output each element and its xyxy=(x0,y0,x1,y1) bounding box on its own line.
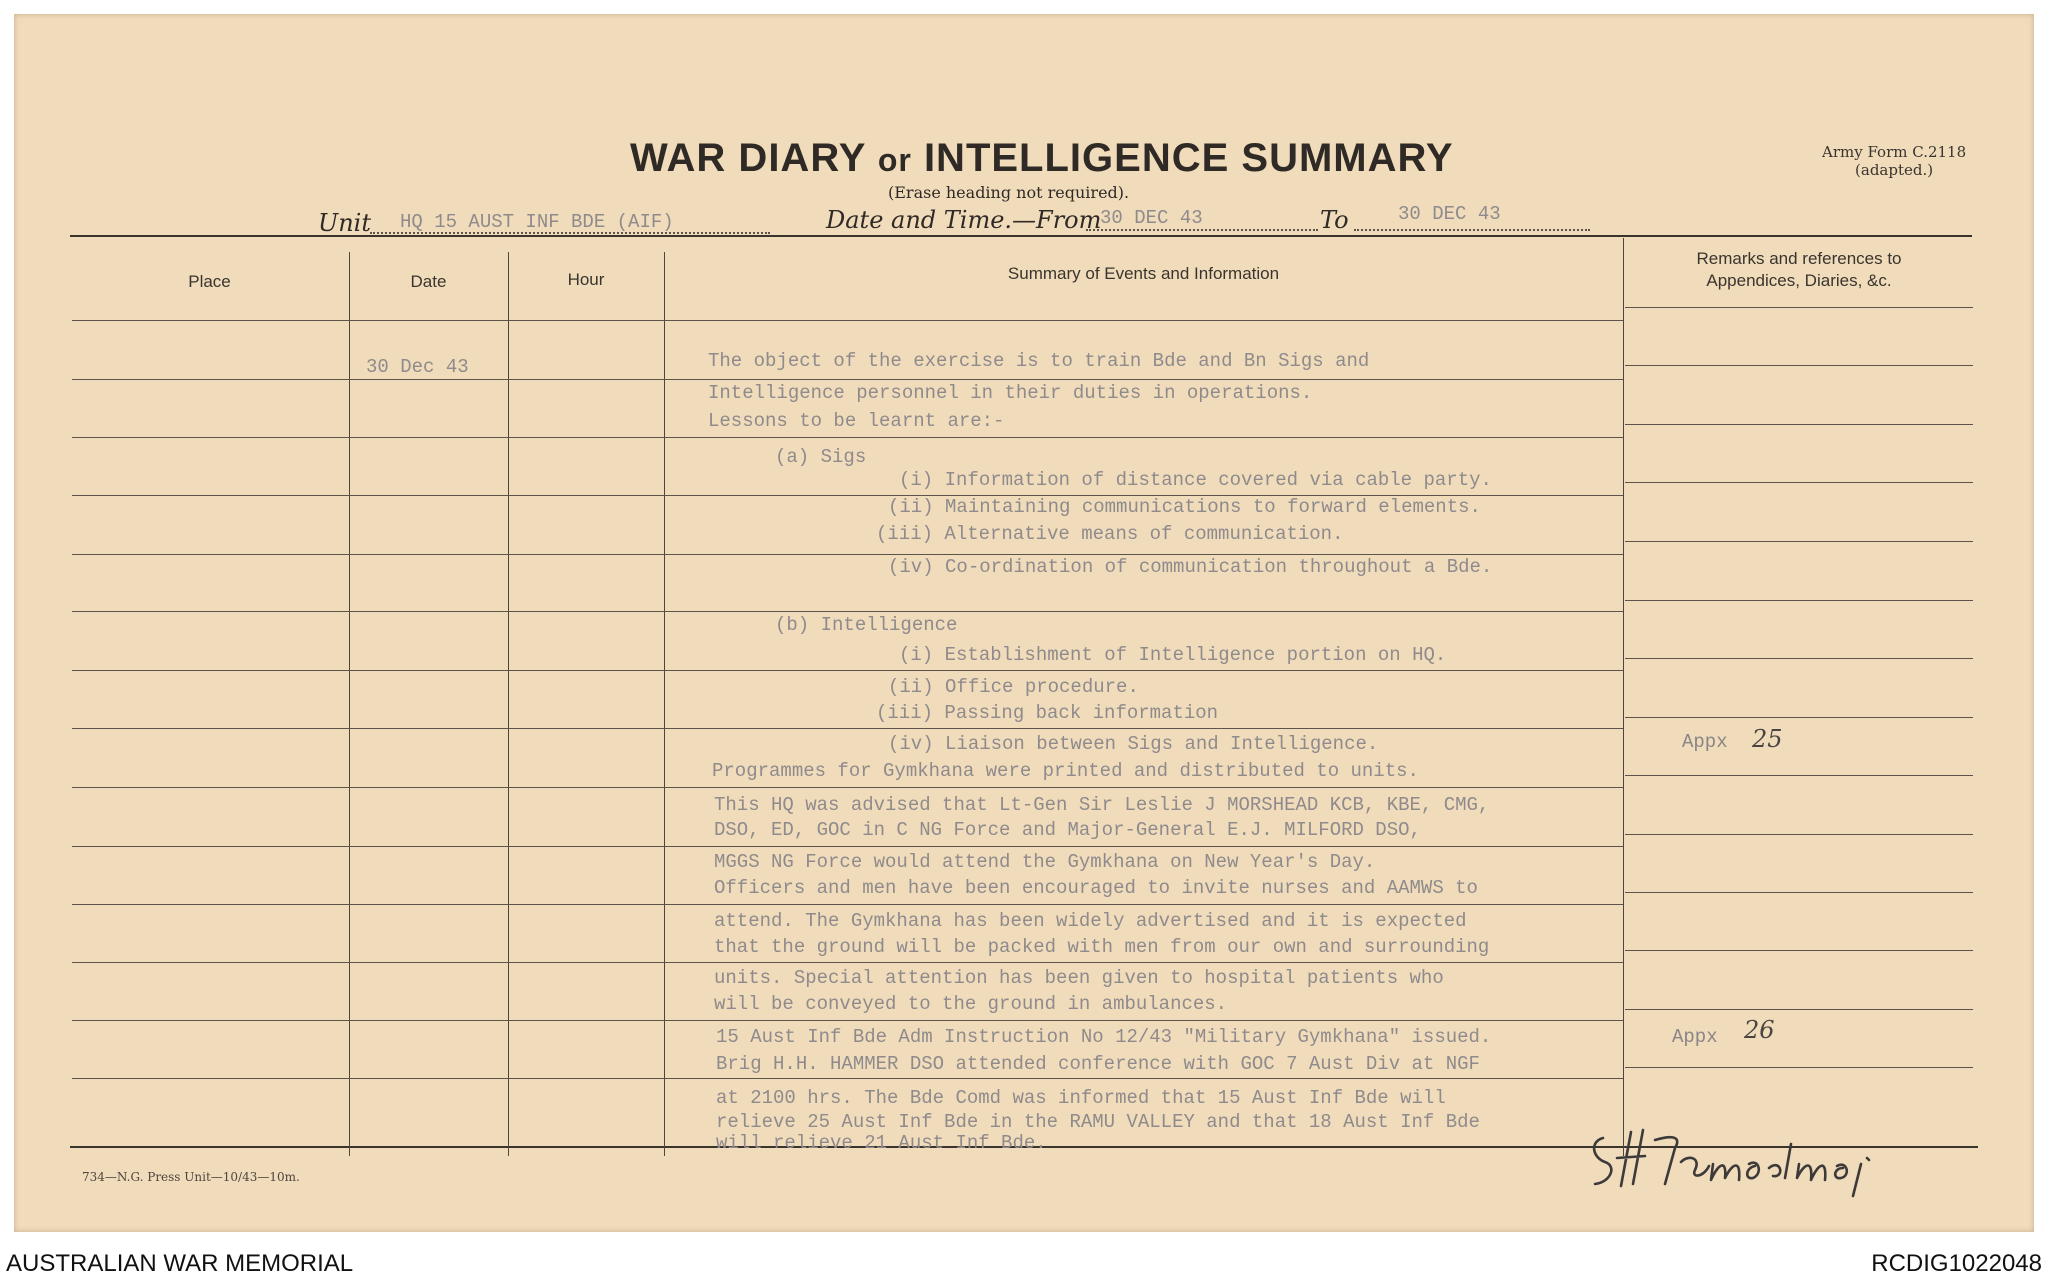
summary-line: This HQ was advised that Lt-Gen Sir Leslie J MORSHEAD KCB, KBE, CMG, xyxy=(714,794,1490,816)
army-form-number: Army Form C.2118 xyxy=(1822,143,1967,161)
summary-line: Intelligence personnel in their duties in operations. xyxy=(708,382,1313,404)
from-value: 30 DEC 43 xyxy=(1100,207,1203,229)
remarks-head-line1: Remarks and references to xyxy=(1696,249,1902,268)
form-title xyxy=(630,136,1454,181)
summary-line: (i) Information of distance covered via cable party. xyxy=(899,469,1492,491)
summary-line: MGGS NG Force would attend the Gymkhana on New Year's Day. xyxy=(714,851,1376,873)
title-intelligence-summary: INTELLIGENCE SUMMARY xyxy=(923,136,1454,180)
remarks-row-rule xyxy=(1625,600,1973,601)
erase-heading-note: (Erase heading not required). xyxy=(888,183,1130,202)
to-value: 30 DEC 43 xyxy=(1398,203,1501,225)
remarks-row-rule xyxy=(1625,717,1973,718)
remarks-row-rule xyxy=(1625,365,1973,366)
summary-line: Officers and men have been encouraged to invite nurses and AAMWS to xyxy=(714,877,1478,899)
title-or: or xyxy=(877,142,912,178)
col-head-summary: Summary of Events and Information xyxy=(1007,264,1280,283)
summary-line: at 2100 hrs. The Bde Comd was informed that 15 Aust Inf Bde will xyxy=(716,1087,1446,1109)
row-rule xyxy=(72,554,1623,555)
army-form-ref xyxy=(1822,143,1966,179)
summary-line: units. Special attention has been given to hospital patients who xyxy=(714,967,1444,989)
col-rule-summary xyxy=(1623,238,1624,1156)
remarks-row-rule xyxy=(1625,950,1973,951)
remarks-row-rule xyxy=(1625,541,1973,542)
remarks-row-rule xyxy=(1625,1067,1973,1068)
appx-number: 26 xyxy=(1744,1016,1775,1044)
col-head-hour: Hour xyxy=(567,270,605,289)
archive-name: AUSTRALIAN WAR MEMORIAL xyxy=(6,1250,354,1277)
remarks-row-rule xyxy=(1625,307,1973,308)
row-rule xyxy=(72,787,1623,788)
unit-value: HQ 15 AUST INF BDE (AIF) xyxy=(400,211,674,233)
summary-line: (i) Establishment of Intelligence portion on HQ. xyxy=(899,644,1447,666)
summary-line: Programmes for Gymkhana were printed and distributed to units. xyxy=(712,760,1419,782)
summary-line: (iii) Alternative means of communication. xyxy=(876,523,1344,545)
signature xyxy=(1585,1118,1945,1198)
row-rule xyxy=(72,379,1623,380)
army-form-adapted: (adapted.) xyxy=(1855,161,1934,179)
summary-line: Brig H.H. HAMMER DSO attended conference with GOC 7 Aust Div at NGF xyxy=(716,1053,1480,1075)
col-head-date: Date xyxy=(410,272,447,291)
row-rule xyxy=(72,611,1623,612)
row-rule xyxy=(72,728,1623,729)
row-rule xyxy=(72,320,1623,321)
row-rule xyxy=(72,437,1623,438)
remarks-row-rule xyxy=(1625,775,1973,776)
summary-line: The object of the exercise is to train Bde and Bn Sigs and xyxy=(708,350,1370,372)
remarks-row-rule xyxy=(1625,658,1973,659)
row-rule xyxy=(72,846,1623,847)
remarks-row-rule xyxy=(1625,1009,1973,1010)
row-rule xyxy=(72,904,1623,905)
col-head-place: Place xyxy=(188,272,231,291)
appx-label: Appx xyxy=(1672,1026,1718,1048)
col-head-remarks xyxy=(1623,248,1975,292)
row-rule xyxy=(72,962,1623,963)
table-top-rule xyxy=(70,235,1972,237)
entry-date: 30 Dec 43 xyxy=(366,356,469,378)
summary-line: will be conveyed to the ground in ambulances. xyxy=(714,993,1228,1015)
appx-label: Appx xyxy=(1682,731,1728,753)
print-note: 734—N.G. Press Unit—10/43—10m. xyxy=(82,1170,300,1184)
summary-line: DSO, ED, GOC in C NG Force and Major-General E.J. MILFORD DSO, xyxy=(714,819,1421,841)
summary-line: Lessons to be learnt are:- xyxy=(708,410,1005,432)
summary-line: (iii) Passing back information xyxy=(876,702,1219,724)
row-rule xyxy=(72,1020,1623,1021)
summary-line: (iv) Co-ordination of communication throughout a Bde. xyxy=(888,556,1493,578)
title-war-diary: WAR DIARY xyxy=(630,136,866,180)
summary-line: (a) Sigs xyxy=(775,446,867,468)
row-rule xyxy=(72,670,1623,671)
summary-line: (iv) Liaison between Sigs and Intelligence. xyxy=(888,733,1379,755)
summary-line: (b) Intelligence xyxy=(775,614,958,636)
unit-label: Unit xyxy=(318,209,372,237)
remarks-head-line2: Appendices, Diaries, &c. xyxy=(1706,271,1892,290)
summary-line: (ii) Maintaining communications to forward elements. xyxy=(888,496,1481,518)
summary-line: that the ground will be packed with men from our own and surrounding xyxy=(714,936,1490,958)
row-rule xyxy=(72,1078,1623,1079)
summary-line: relieve 25 Aust Inf Bde in the RAMU VALLEY and that 18 Aust Inf Bde xyxy=(716,1111,1480,1133)
remarks-row-rule xyxy=(1625,424,1973,425)
summary-line: 15 Aust Inf Bde Adm Instruction No 12/43 "Military Gymkhana" issued. xyxy=(716,1026,1492,1048)
summary-line: attend. The Gymkhana has been widely advertised and it is expected xyxy=(714,910,1467,932)
summary-line: will relieve 21 Aust Inf Bde. xyxy=(716,1132,1047,1154)
summary-line: (ii) Office procedure. xyxy=(888,676,1139,698)
remarks-row-rule xyxy=(1625,482,1973,483)
date-time-label: Date and Time.—From xyxy=(826,206,1102,234)
appx-number: 25 xyxy=(1752,725,1783,753)
remarks-row-rule xyxy=(1625,892,1973,893)
to-label: To xyxy=(1320,206,1349,234)
remarks-row-rule xyxy=(1625,834,1973,835)
archive-id: RCDIG1022048 xyxy=(1871,1250,2042,1277)
